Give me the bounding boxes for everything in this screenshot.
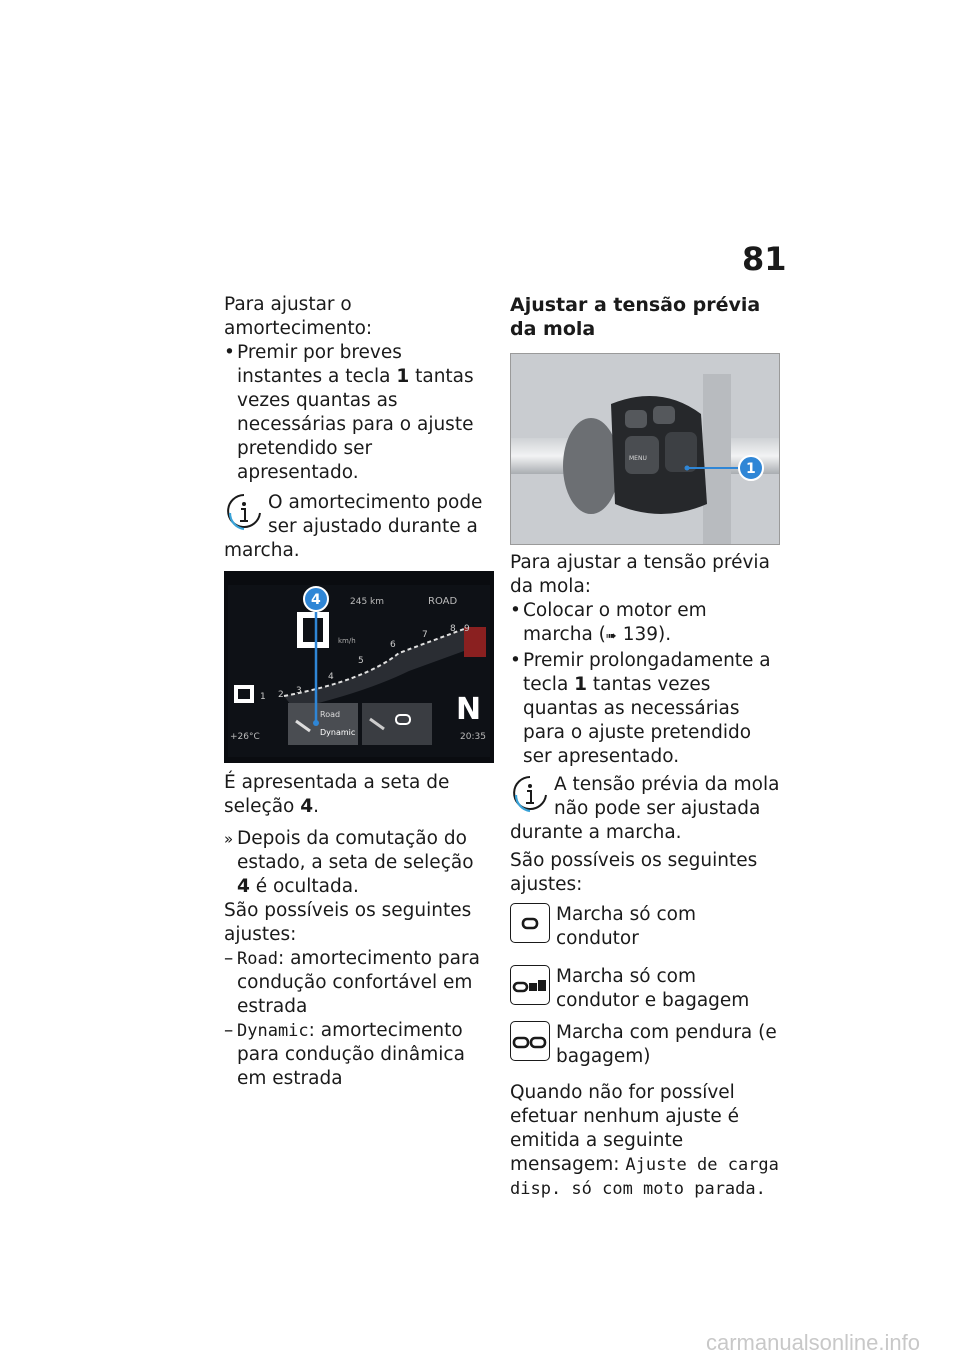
handlebar-switch-figure	[510, 353, 780, 545]
damping-intro: Para ajustar o amortecimento:	[224, 294, 373, 339]
key-callout-label: 1	[746, 461, 756, 477]
rider-only-icon	[510, 903, 550, 943]
left-column	[224, 293, 492, 1091]
tick-label: 8	[450, 624, 456, 634]
section-heading: Ajustar a tensão prévia da mola	[510, 294, 761, 340]
range-readout: 245 km	[350, 597, 385, 607]
gear-indicator: N	[456, 692, 482, 727]
setting-label: Marcha só com condutor e bagagem	[556, 966, 750, 1011]
tick-label: 4	[328, 672, 334, 682]
warning-message: Ajuste de carga disp. só com moto parada.	[510, 1155, 779, 1199]
setting-label: Marcha só com condutor	[556, 904, 696, 949]
setting-rider-only	[510, 903, 780, 951]
warning-text: Quando não for possível efetuar nenhum ajuste é emitida a seguinte mensagem: Ajuste de carga disp. só com moto parada.	[510, 1082, 779, 1199]
selection-arrow-text: É apresentada a seta de seleção 4.	[224, 772, 450, 817]
setting-label: Marcha com pendura (e bagagem)	[556, 1022, 777, 1067]
right-column	[510, 293, 780, 1201]
preload-step-1: • Colocar o motor em marcha (➠ 139).	[510, 599, 780, 649]
damping-step-1: • Premir por breves instantes a tecla 1 tantas vezes quantas as necessárias para o ajuste pretendido ser apresentado.	[224, 341, 492, 485]
tick-label: 7	[422, 630, 428, 640]
menu-road: Road	[320, 710, 341, 719]
tick-label: 9	[464, 624, 470, 634]
tick-label: 2	[278, 690, 284, 700]
temperature-readout: +26°C	[230, 732, 260, 742]
rider-passenger-icon	[510, 1021, 550, 1061]
mode-readout: ROAD	[428, 596, 458, 607]
setting-rider-luggage	[510, 965, 780, 1013]
handlebar-switch-svg	[511, 354, 779, 544]
option-dynamic: – Dynamic: amortecimento para condução dinâmica em estrada	[224, 1019, 492, 1091]
tick-label: 6	[390, 640, 396, 650]
preload-step-2: • Premir prolongadamente a tecla 1 tantas vezes quantas as necessárias para o ajuste pretendido ser apresentado.	[510, 649, 780, 769]
preload-info-note: A tensão prévia da mola não pode ser ajustada durante a marcha.	[510, 774, 780, 843]
tick-label: 3	[296, 686, 302, 696]
page-number: 81	[742, 240, 787, 278]
speed-unit: km/h	[338, 637, 356, 645]
tick-label: 1	[260, 692, 266, 702]
menu-dynamic: Dynamic	[320, 728, 356, 737]
possible-settings-intro: São possíveis os seguintes ajustes:	[224, 900, 472, 945]
menu-button-label: MENU	[629, 455, 647, 462]
selection-arrow-label: 4	[311, 592, 321, 608]
damping-info-note: O amortecimento pode ser ajustado durante a marcha.	[224, 492, 483, 561]
watermark: carmanualsonline.info	[705, 1330, 920, 1355]
rider-luggage-icon	[510, 965, 550, 1005]
preload-intro: Para ajustar a tensão prévia da mola:	[510, 552, 770, 597]
tick-label: 5	[358, 656, 364, 666]
preload-settings-intro: São possíveis os seguintes ajustes:	[510, 850, 758, 895]
dashboard-figure	[224, 571, 494, 763]
setting-rider-passenger	[510, 1021, 780, 1069]
page-ref-arrow-icon: ➠	[605, 629, 617, 644]
dashboard-svg	[224, 571, 494, 763]
result-text: » Depois da comutação do estado, a seta de seleção 4 é ocultada.	[224, 827, 492, 899]
option-road: – Road: amortecimento para condução confortável em estrada	[224, 947, 492, 1019]
time-readout: 20:35	[460, 732, 486, 742]
info-icon	[224, 491, 264, 535]
info-icon	[510, 773, 550, 817]
